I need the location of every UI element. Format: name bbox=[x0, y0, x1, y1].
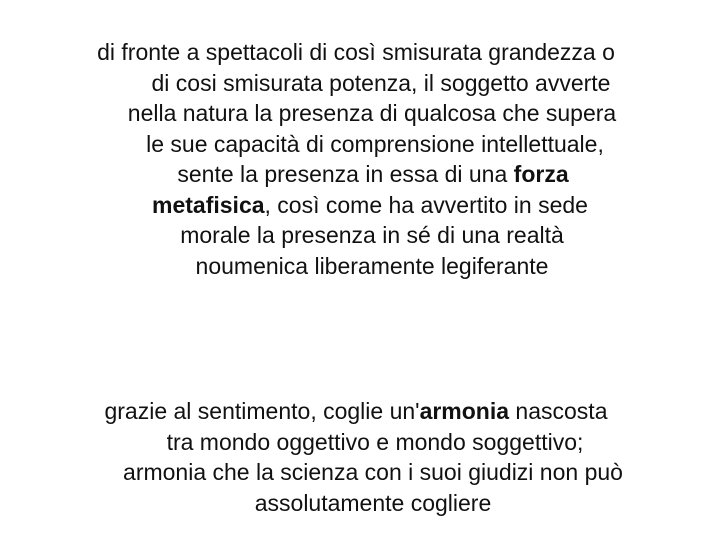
text-line bbox=[0, 251, 720, 282]
text-segment: armonia che la scienza con i suoi giudizi non può bbox=[123, 459, 623, 485]
text-line bbox=[0, 457, 720, 488]
text-segment: , così come ha avvertito in sede bbox=[264, 191, 588, 218]
text-line bbox=[0, 190, 720, 221]
text-line bbox=[0, 68, 720, 99]
text-line bbox=[0, 220, 720, 251]
text-line bbox=[0, 129, 720, 160]
text-line bbox=[0, 98, 720, 129]
bold-term-forza: forza bbox=[513, 161, 569, 187]
text-segment: di fronte a spettacoli di così smisurata grandezza o bbox=[97, 39, 615, 65]
text-segment: tra mondo oggettivo e mondo soggettivo; bbox=[166, 428, 584, 455]
text-segment: grazie al sentimento, coglie un' bbox=[104, 398, 420, 424]
text-segment: le sue capacità di comprensione intellettuale, bbox=[146, 130, 604, 157]
text-segment: assolutamente cogliere bbox=[254, 489, 492, 516]
bold-term-metafisica: metafisica bbox=[152, 191, 265, 218]
text-segment: sente la presenza in essa di una bbox=[177, 161, 514, 187]
text-line bbox=[0, 427, 720, 458]
text-segment: noumenica liberamente legiferante bbox=[195, 252, 549, 279]
text-segment: nascosta bbox=[509, 398, 608, 424]
paragraph-forza-metafisica bbox=[0, 37, 720, 281]
text-segment: morale la presenza in sé di una realtà bbox=[180, 222, 564, 248]
text-segment: nella natura la presenza di qualcosa che supera bbox=[127, 100, 617, 126]
text-line bbox=[0, 37, 720, 68]
text-segment: di cosi smisurata potenza, il soggetto avverte bbox=[151, 69, 611, 96]
text-line bbox=[0, 159, 720, 190]
bold-term-armonia: armonia bbox=[419, 398, 510, 424]
text-line bbox=[0, 488, 720, 519]
text-line bbox=[0, 396, 720, 427]
paragraph-armonia bbox=[0, 396, 720, 518]
